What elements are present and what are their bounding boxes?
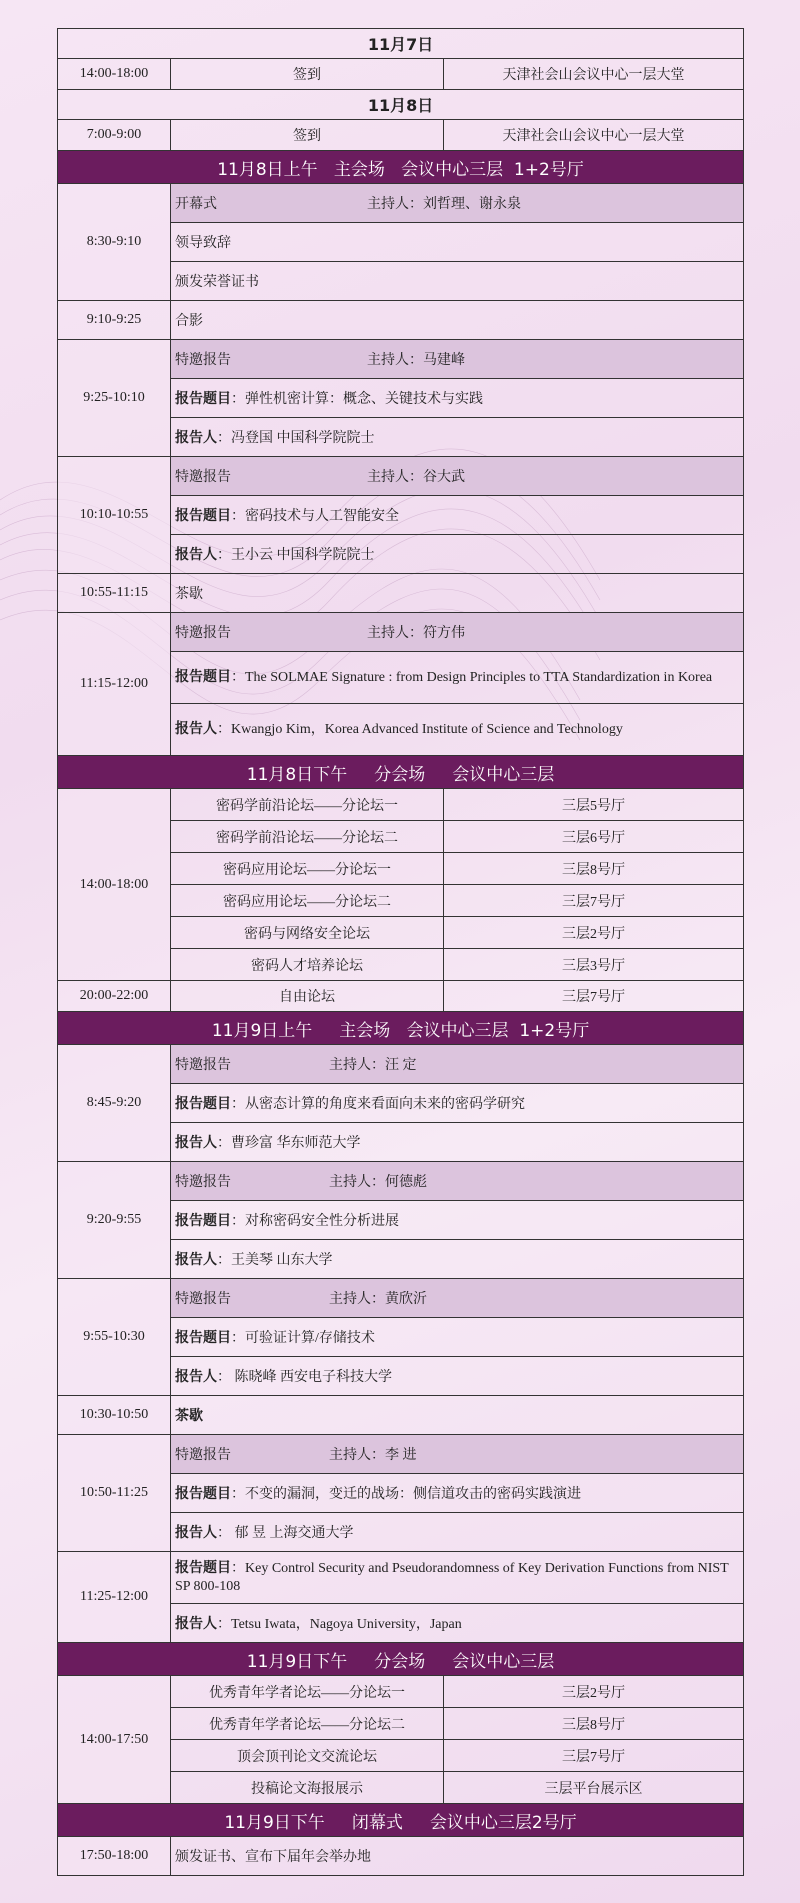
field-value: ：对称密码安全性分析进展 xyxy=(231,1214,399,1229)
forum-row xyxy=(58,789,744,821)
field-value: ： 陈晓峰 西安电子科技大学 xyxy=(217,1370,392,1385)
forum-room: 三层8号厅 xyxy=(444,853,744,885)
field-label: 报告人 xyxy=(175,1135,217,1151)
field-label: 报告人 xyxy=(175,721,217,737)
talk-title-cell xyxy=(171,1318,744,1357)
field-label: 报告题目 xyxy=(175,1330,231,1346)
field-label: 报告题目 xyxy=(175,1213,231,1229)
speaker-cell xyxy=(171,418,744,457)
host-row xyxy=(171,1279,744,1318)
session-type-label: 特邀报告 xyxy=(175,1175,231,1190)
speaker-cell xyxy=(171,1513,744,1552)
talk-title-cell xyxy=(171,1474,744,1513)
field-label: 报告题目 xyxy=(175,1486,231,1502)
speaker-cell xyxy=(171,1604,744,1643)
time-cell: 10:30-10:50 xyxy=(58,1396,171,1435)
field-label: 报告人 xyxy=(175,1252,217,1268)
time-cell: 14:00-18:00 xyxy=(58,789,171,981)
talk-title-cell xyxy=(171,1084,744,1123)
time-cell: 8:30-9:10 xyxy=(58,184,171,301)
session-title: 11月9日下午 闭幕式 会议中心三层2号厅 xyxy=(58,1804,744,1837)
host-row xyxy=(171,613,744,652)
host-name: 主持人：何德彪 xyxy=(329,1175,427,1190)
field-label: 报告人 xyxy=(175,1369,217,1385)
field-value: ：王美琴 山东大学 xyxy=(217,1253,333,1268)
forum-room: 三层2号厅 xyxy=(444,917,744,949)
forum-row xyxy=(58,1676,744,1708)
session-title: 11月8日上午 主会场 会议中心三层 1+2号厅 xyxy=(58,151,744,184)
forum-name: 密码应用论坛——分论坛一 xyxy=(171,853,444,885)
program-row xyxy=(58,301,744,340)
field-label: 报告人 xyxy=(175,1616,217,1632)
field-value: ：从密态计算的角度来看面向未来的密码学研究 xyxy=(231,1097,525,1112)
location-cell: 天津社会山会议中心一层大堂 xyxy=(444,59,744,90)
field-value: ： 郁 昱 上海交通大学 xyxy=(217,1526,354,1541)
session-title: 11月8日下午 分会场 会议中心三层 xyxy=(58,756,744,789)
session-type-label: 特邀报告 xyxy=(175,626,231,641)
forum-name: 密码学前沿论坛——分论坛二 xyxy=(171,821,444,853)
host-row xyxy=(171,184,744,223)
forum-name: 密码学前沿论坛——分论坛一 xyxy=(171,789,444,821)
host-row xyxy=(171,457,744,496)
field-label: 报告题目 xyxy=(175,1560,231,1576)
schedule-row xyxy=(58,120,744,151)
day-title: 11月7日 xyxy=(58,29,744,59)
forum-room: 三层5号厅 xyxy=(444,789,744,821)
schedule-row xyxy=(58,59,744,90)
time-cell: 10:10-10:55 xyxy=(58,457,171,574)
field-value: ：弹性机密计算：概念、关键技术与实践 xyxy=(231,392,483,407)
program-row xyxy=(58,1045,744,1084)
field-value: ：Key Control Security and Pseudorandomness of Key Derivation Functions from NIST SP 800-108 xyxy=(175,1561,729,1594)
talk-title-cell xyxy=(171,379,744,418)
session-banner xyxy=(58,756,744,789)
session-type-label: 开幕式 xyxy=(175,197,217,212)
forum-room: 三层7号厅 xyxy=(444,1740,744,1772)
field-value: ：曹珍富 华东师范大学 xyxy=(217,1136,361,1151)
field-label: 报告题目 xyxy=(175,391,231,407)
host-row xyxy=(171,1162,744,1201)
forum-name: 顶会顶刊论文交流论坛 xyxy=(171,1740,444,1772)
time-cell: 20:00-22:00 xyxy=(58,981,171,1012)
activity-cell: 自由论坛 xyxy=(171,981,444,1012)
time-cell: 17:50-18:00 xyxy=(58,1837,171,1876)
time-cell: 9:20-9:55 xyxy=(58,1162,171,1279)
talk-title-cell xyxy=(171,652,744,704)
program-row xyxy=(58,184,744,223)
time-cell: 8:45-9:20 xyxy=(58,1045,171,1162)
field-value: ：冯登国 中国科学院院士 xyxy=(217,431,375,446)
session-title: 11月9日上午 主会场 会议中心三层 1+2号厅 xyxy=(58,1012,744,1045)
program-row xyxy=(58,574,744,613)
speaker-cell xyxy=(171,1357,744,1396)
program-row xyxy=(58,340,744,379)
host-name: 主持人：谷大武 xyxy=(367,470,465,485)
program-row xyxy=(58,1435,744,1474)
activity-cell: 颁发荣誉证书 xyxy=(171,262,744,301)
forum-room: 三层3号厅 xyxy=(444,949,744,981)
activity-cell: 合影 xyxy=(171,301,744,340)
session-banner xyxy=(58,1643,744,1676)
field-value: ：可验证计算/存储技术 xyxy=(231,1331,375,1346)
host-name: 主持人：李 进 xyxy=(329,1448,417,1463)
time-cell: 7:00-9:00 xyxy=(58,120,171,151)
day-title: 11月8日 xyxy=(58,90,744,120)
field-value: ：The SOLMAE Signature : from Design Principles to TTA Standardization in Korea xyxy=(231,670,713,685)
session-type-label: 特邀报告 xyxy=(175,353,231,368)
time-cell: 11:15-12:00 xyxy=(58,613,171,756)
forum-name: 密码应用论坛——分论坛二 xyxy=(171,885,444,917)
day-header-row xyxy=(58,29,744,59)
speaker-cell xyxy=(171,535,744,574)
session-banner xyxy=(58,1012,744,1045)
activity-cell: 签到 xyxy=(171,120,444,151)
forum-name: 优秀青年学者论坛——分论坛一 xyxy=(171,1676,444,1708)
host-row xyxy=(171,1435,744,1474)
forum-room: 三层6号厅 xyxy=(444,821,744,853)
host-row xyxy=(171,1045,744,1084)
session-banner xyxy=(58,151,744,184)
program-row xyxy=(58,1552,744,1604)
field-label: 报告题目 xyxy=(175,508,231,524)
forum-name: 投稿论文海报展示 xyxy=(171,1772,444,1804)
session-type-label: 特邀报告 xyxy=(175,1448,231,1463)
host-name: 主持人：汪 定 xyxy=(329,1058,417,1073)
time-cell: 10:55-11:15 xyxy=(58,574,171,613)
speaker-cell xyxy=(171,1240,744,1279)
field-value: ：Tetsu Iwata，Nagoya University，Japan xyxy=(217,1617,462,1632)
speaker-cell xyxy=(171,704,744,756)
session-banner xyxy=(58,1804,744,1837)
session-type-label: 特邀报告 xyxy=(175,1292,231,1307)
activity-cell: 颁发证书、宣布下届年会举办地 xyxy=(171,1837,744,1876)
time-cell: 11:25-12:00 xyxy=(58,1552,171,1643)
schedule-row xyxy=(58,981,744,1012)
field-label: 报告人 xyxy=(175,430,217,446)
session-type-label: 特邀报告 xyxy=(175,1058,231,1073)
forum-name: 密码人才培养论坛 xyxy=(171,949,444,981)
day-header-row xyxy=(58,90,744,120)
field-value: ：王小云 中国科学院院士 xyxy=(217,548,375,563)
time-cell: 14:00-18:00 xyxy=(58,59,171,90)
location-cell: 三层7号厅 xyxy=(444,981,744,1012)
program-row xyxy=(58,457,744,496)
field-label: 报告题目 xyxy=(175,669,231,685)
host-name: 主持人：马建峰 xyxy=(367,353,465,368)
time-cell: 14:00-17:50 xyxy=(58,1676,171,1804)
time-cell: 9:10-9:25 xyxy=(58,301,171,340)
field-value: ：不变的漏洞，变迁的战场：侧信道攻击的密码实践演进 xyxy=(231,1487,581,1502)
field-label: 报告人 xyxy=(175,1525,217,1541)
program-row xyxy=(58,1396,744,1435)
host-name: 主持人：刘哲理、谢永泉 xyxy=(367,197,521,212)
activity-cell: 茶歇 xyxy=(171,574,744,613)
forum-name: 密码与网络安全论坛 xyxy=(171,917,444,949)
host-name: 主持人：黄欣沂 xyxy=(329,1292,427,1307)
session-type-label: 特邀报告 xyxy=(175,470,231,485)
talk-title-cell xyxy=(171,1552,744,1604)
field-value: ：密码技术与人工智能安全 xyxy=(231,509,399,524)
time-cell: 9:55-10:30 xyxy=(58,1279,171,1396)
host-name: 主持人：符方伟 xyxy=(367,626,465,641)
activity-cell: 签到 xyxy=(171,59,444,90)
forum-room: 三层8号厅 xyxy=(444,1708,744,1740)
program-row xyxy=(58,1279,744,1318)
location-cell: 天津社会山会议中心一层大堂 xyxy=(444,120,744,151)
program-row xyxy=(58,613,744,652)
time-cell: 10:50-11:25 xyxy=(58,1435,171,1552)
talk-title-cell xyxy=(171,1201,744,1240)
activity-cell: 领导致辞 xyxy=(171,223,744,262)
activity-cell: 茶歇 xyxy=(171,1396,744,1435)
field-label: 报告人 xyxy=(175,547,217,563)
forum-room: 三层平台展示区 xyxy=(444,1772,744,1804)
forum-room: 三层7号厅 xyxy=(444,885,744,917)
forum-room: 三层2号厅 xyxy=(444,1676,744,1708)
program-row xyxy=(58,1837,744,1876)
time-cell: 9:25-10:10 xyxy=(58,340,171,457)
field-label: 报告题目 xyxy=(175,1096,231,1112)
session-title: 11月9日下午 分会场 会议中心三层 xyxy=(58,1643,744,1676)
host-row xyxy=(171,340,744,379)
program-row xyxy=(58,1162,744,1201)
forum-name: 优秀青年学者论坛——分论坛二 xyxy=(171,1708,444,1740)
agenda-table xyxy=(57,28,744,1876)
speaker-cell xyxy=(171,1123,744,1162)
talk-title-cell xyxy=(171,496,744,535)
field-value: ：Kwangjo Kim，Korea Advanced Institute of Science and Technology xyxy=(217,722,623,737)
